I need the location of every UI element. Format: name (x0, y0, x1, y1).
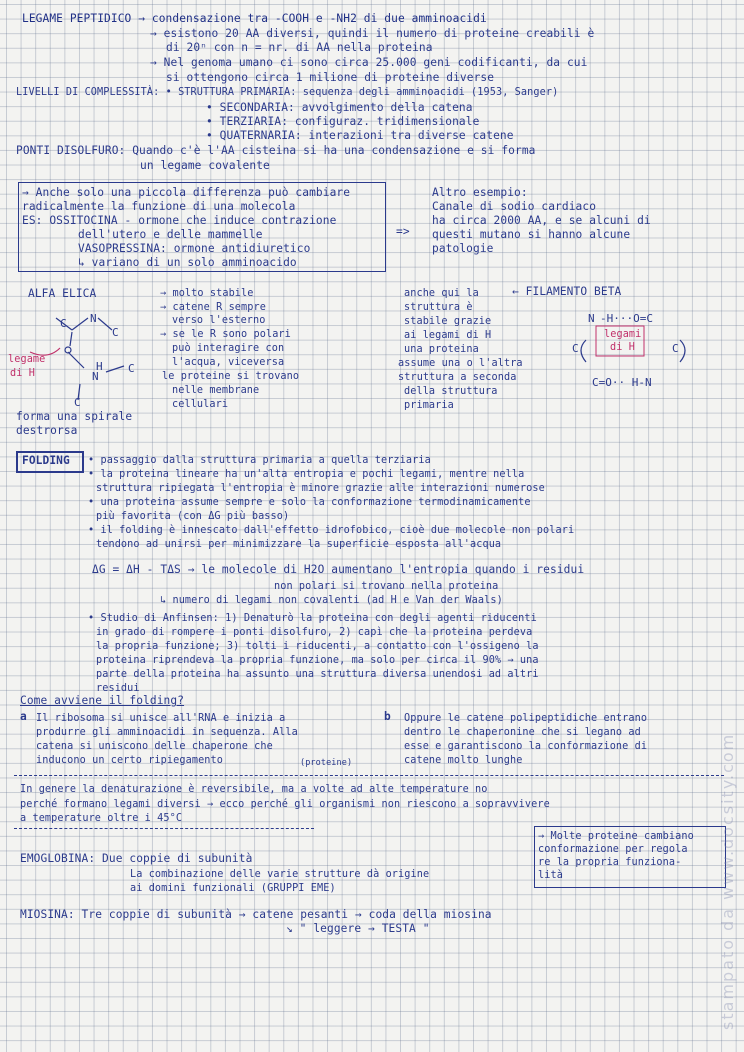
separator-top (14, 775, 724, 776)
alpha-title: ALFA ELICA (28, 287, 97, 300)
how-a-note: (proteine) (300, 758, 353, 768)
folding-line-3: struttura ripiegata l'entropia è minore grazie alle interazioni numerose (96, 483, 545, 494)
alpha-point-3: verso l'esterno (172, 315, 266, 326)
how-a-marker: a (20, 710, 27, 723)
how-b-line-4: catene molto lunghe (404, 755, 523, 766)
beta-text-7: struttura a seconda (398, 372, 517, 383)
alpha-point-2: → catene R sempre (160, 302, 266, 313)
folding-line-2: • la proteina lineare ha un'alta entropia e pochi legami, mentre nella (88, 469, 525, 480)
levels-line-3: • TERZIARIA: configuraz. tridimensionale (206, 115, 480, 128)
alpha-caption-2: destrorsa (16, 424, 78, 437)
alpha-point-8: nelle membrane (172, 385, 260, 396)
anfinsen-line-4: proteina riprendeva la propria funzione, ma solo per circa il 90% → una (96, 655, 539, 666)
levels-line-4: • QUATERNARIA: interazioni tra diverse catene (206, 129, 514, 142)
levels-line-2: • SECONDARIA: avvolgimento della catena (206, 101, 473, 114)
alpha-dih-label: di H (10, 368, 35, 379)
example-line-2: Canale di sodio cardiaco (432, 200, 597, 213)
example-line-3: ha circa 2000 AA, e se alcuni di (432, 214, 651, 227)
example-line-1: Altro esempio: (432, 186, 528, 199)
alpha-point-7: le proteine si trovano (162, 371, 300, 382)
svg-text:C: C (112, 326, 119, 339)
beta-text-5: una proteina (404, 344, 479, 355)
denat-line-3: a temperature oltre i 45°C (20, 813, 183, 824)
denat-line-2: perché formano legami diversi → ecco perché gli organismi non riescono a sopravvivere (20, 799, 550, 810)
box2-line-2: conformazione per regola (538, 844, 688, 855)
anfinsen-line-3: la propria funzione; 3) tolti i riducenti, a contatto con l'ossigeno la (96, 641, 539, 652)
alpha-legame-label: legame (8, 354, 46, 365)
alpha-point-6: l'acqua, viceversa (172, 357, 285, 368)
alpha-point-5: può interagire con (172, 343, 285, 354)
anfinsen-line-5: parte della proteina ha assunto una struttura diversa unendosi ad altri (96, 669, 539, 680)
svg-text:C: C (128, 362, 135, 375)
beta-text-3: stabile grazie (404, 316, 492, 327)
folding-equation: ΔG = ΔH - TΔS → le molecole di H2O aumentano l'entropia quando i residui (92, 563, 585, 576)
beta-text-9: primaria (404, 400, 454, 411)
box1-line-3: ES: OSSITOCINA - ormone che induce contrazione (22, 214, 337, 227)
hemo-line-1: EMOGLOBINA: Due coppie di subunità (20, 852, 253, 865)
peptide-line-2: → esistono 20 AA diversi, quindi il numero di proteine creabili è (150, 27, 595, 40)
myosin-line-2: ↘ " leggere → TESTA " (286, 922, 430, 935)
beta-dih-label: di H (610, 342, 635, 353)
peptide-line-4: → Nel genoma umano ci sono circa 25.000 geni codificanti, da cui (150, 56, 588, 69)
box2-line-4: lità (538, 870, 563, 881)
alpha-point-1: → molto stabile (160, 288, 254, 299)
how-a-line-2: produrre gli amminoacidi in sequenza. Alla (36, 727, 298, 738)
example-line-4: questi mutano si hanno alcune (432, 228, 631, 241)
how-b-line-1: Oppure le catene polipeptidiche entrano (404, 713, 648, 724)
svg-text:N: N (90, 312, 97, 325)
disulfide-line-2: un legame covalente (140, 159, 270, 172)
how-b-line-2: dentro le chaperonine che si legano ad (404, 727, 641, 738)
denat-line-1: In genere la denaturazione è reversibile, ma a volte ad alte temperature no (20, 784, 488, 795)
svg-text:-H···O=C: -H···O=C (600, 312, 653, 325)
how-a-line-4: inducono un certo ripiegamento (36, 755, 224, 766)
peptide-line-5: si ottengono circa 1 milione di proteine diverse (166, 71, 495, 84)
svg-text:C: C (572, 342, 579, 355)
svg-text:N: N (92, 370, 99, 383)
beta-text-4: ai legami di H (404, 330, 492, 341)
beta-text-1: anche qui la (404, 288, 479, 299)
hemo-line-3: ai domini funzionali (GRUPPI EME) (130, 883, 336, 894)
how-a-line-1: Il ribosoma si unisce all'RNA e inizia a (36, 713, 286, 724)
box1-line-5: VASOPRESSINA: ormone antidiuretico (78, 242, 311, 255)
folding-line-4: • una proteina assume sempre e solo la conformazione termodinamicamente (88, 497, 531, 508)
anfinsen-line-1: • Studio di Anfinsen: 1) Denaturò la proteina con degli agenti riducenti (88, 613, 537, 624)
svg-text:N: N (588, 312, 595, 325)
beta-text-6: assume una o l'altra (398, 358, 523, 369)
beta-text-8: della struttura (404, 386, 498, 397)
watermark: stampato da www.docsity.com (718, 732, 737, 1030)
beta-text-2: struttura è (404, 302, 473, 313)
alpha-point-4: → se le R sono polari (160, 329, 291, 340)
example-line-5: patologie (432, 242, 494, 255)
alpha-caption-1: forma una spirale (16, 410, 133, 423)
box1-line-4: dell'utero e delle mammelle (78, 228, 263, 241)
how-b-marker: b (384, 710, 391, 723)
box2-line-3: re la propria funziona- (538, 857, 682, 868)
folding-equation-2: non polari si trovano nella proteina (274, 581, 499, 592)
peptide-line-3: di 20ⁿ con n = nr. di AA nella proteina (166, 41, 433, 54)
how-a-line-3: catena si uniscono delle chaperone che (36, 741, 273, 752)
how-title: Come avviene il folding? (20, 694, 185, 707)
hemo-line-2: La combinazione delle varie strutture dà origine (130, 869, 430, 880)
folding-line-5: più favorita (con ΔG più basso) (96, 511, 290, 522)
box1-line-1: → Anche solo una piccola differenza può cambiare (22, 186, 351, 199)
folding-line-1: • passaggio dalla struttura primaria a quella terziaria (88, 455, 431, 466)
anfinsen-line-2: in grado di rompere i ponti disolfuro, 2) capì che la proteina perdeva (96, 627, 533, 638)
peptide-line-1: LEGAME PEPTIDICO → condensazione tra -COOH e -NH2 di due amminoacidi (22, 12, 487, 25)
svg-text:C=O·· H-N: C=O·· H-N (592, 376, 652, 389)
box1-arrow: => (396, 225, 410, 238)
how-b-line-3: esse e garantiscono la conformazione di (404, 741, 648, 752)
levels-line-1: LIVELLI DI COMPLESSITÀ: • STRUTTURA PRIMARIA: sequenza degli amminoacidi (1953, Sanger) (16, 87, 559, 98)
folding-label: FOLDING (22, 454, 70, 467)
svg-text:H: H (96, 360, 103, 373)
anfinsen-line-6: residui (96, 683, 140, 694)
box1-line-6: ↳ variano di un solo amminoacido (78, 256, 297, 269)
svg-text:C: C (672, 342, 679, 355)
folding-line-6: • il folding è innescato dall'effetto idrofobico, cioè due molecole non polari (88, 525, 575, 536)
box1-line-2: radicalmente la funzione di una molecola (22, 200, 296, 213)
svg-text:C: C (74, 396, 81, 409)
separator-bottom (14, 828, 314, 829)
disulfide-line-1: PONTI DISOLFURO: Quando c'è l'AA cisteina si ha una condensazione e si forma (16, 144, 536, 157)
beta-title: ← FILAMENTO BETA (512, 285, 622, 298)
folding-line-7: tendono ad unirsi per minimizzare la superficie esposta all'acqua (96, 539, 502, 550)
beta-legami-label: legami (604, 329, 642, 340)
alpha-point-9: cellulari (172, 399, 229, 410)
box2-line-1: → Molte proteine cambiano (538, 831, 694, 842)
folding-equation-3: ↳ numero di legami non covalenti (ad H e Van der Waals) (160, 595, 503, 606)
svg-text:C: C (60, 317, 67, 330)
myosin-line-1: MIOSINA: Tre coppie di subunità → catene pesanti → coda della miosina (20, 908, 492, 921)
